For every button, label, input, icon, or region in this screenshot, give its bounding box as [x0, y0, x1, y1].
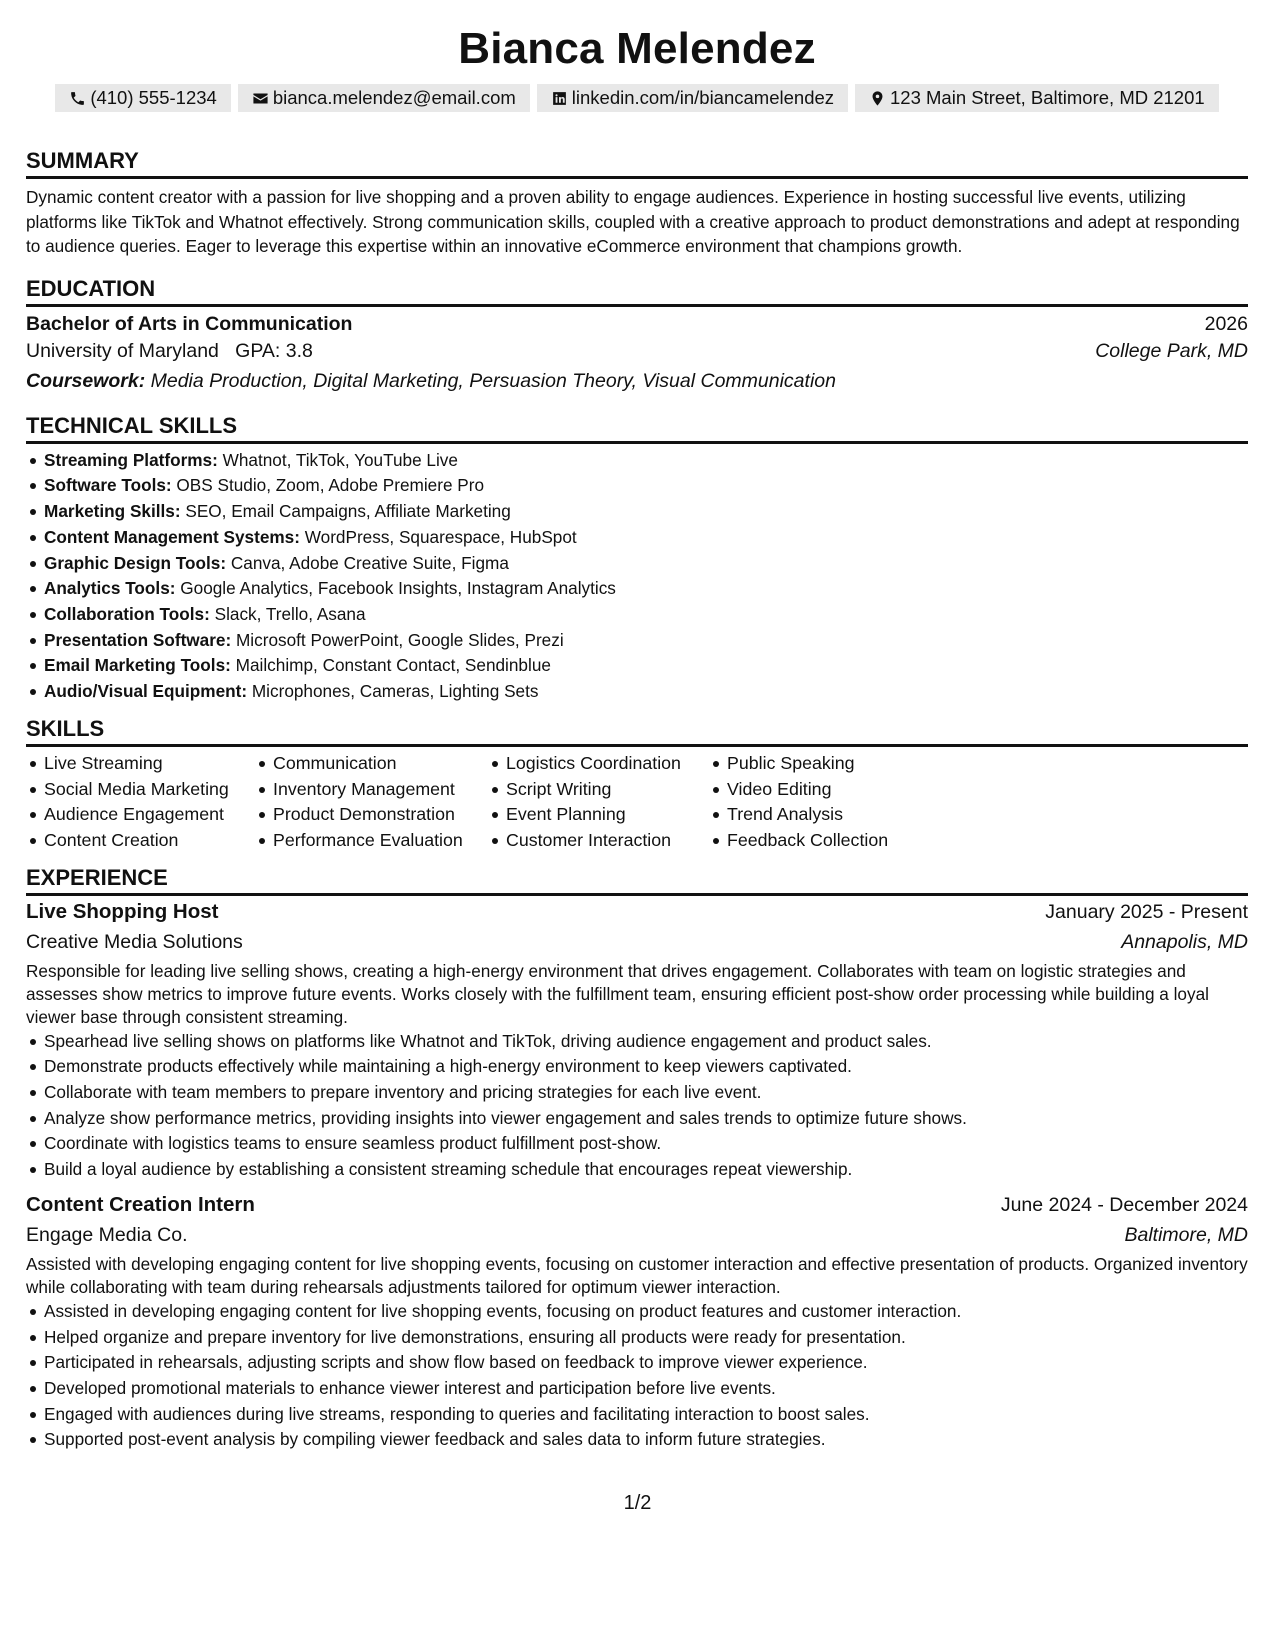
skill-item: Social Media Marketing [26, 777, 255, 803]
skill-item: Inventory Management [255, 777, 488, 803]
skill-item: Customer Interaction [488, 828, 709, 854]
contact-phone-text: (410) 555-1234 [90, 87, 217, 108]
technical-skill-item [26, 525, 1248, 551]
contact-email[interactable] [238, 84, 530, 112]
coursework-line [26, 366, 1248, 396]
job-bullet: Engaged with audiences during live streams, responding to queries and facilitating interaction to boost sales. [26, 1402, 1248, 1428]
skill-item: Product Demonstration [255, 802, 488, 828]
technical-skill-item [26, 653, 1248, 679]
technical-skill-value: SEO, Email Campaigns, Affiliate Marketing [185, 501, 511, 522]
coursework-list: Media Production, Digital Marketing, Persuasion Theory, Visual Communication [150, 369, 836, 392]
graduation-year: 2026 [1204, 312, 1248, 335]
contact-phone[interactable] [55, 84, 231, 112]
job-bullet: Participated in rehearsals, adjusting scripts and show flow based on feedback to improve viewer experience. [26, 1350, 1248, 1376]
skills-column [255, 751, 488, 854]
job-header-row [26, 1189, 1248, 1221]
technical-skill-label: Content Management Systems: [44, 526, 300, 547]
resume-page [26, 18, 1248, 1453]
education-heading: EDUCATION [26, 275, 1248, 307]
technical-skill-item [26, 448, 1248, 474]
technical-skill-label: Marketing Skills: [44, 501, 181, 522]
map-pin-icon [869, 90, 886, 107]
skills-column [709, 751, 909, 854]
technical-skill-label: Software Tools: [44, 475, 172, 496]
coursework-label: Coursework: [26, 369, 146, 392]
gpa: GPA: 3.8 [235, 339, 313, 362]
job-entry [26, 896, 1248, 1183]
skills-heading: SKILLS [26, 715, 1248, 747]
company-name: Creative Media Solutions [26, 930, 243, 953]
technical-skill-value: Mailchimp, Constant Contact, Sendinblue [235, 655, 551, 676]
skill-item: Trend Analysis [709, 802, 909, 828]
job-bullet: Coordinate with logistics teams to ensure seamless product fulfillment post-show. [26, 1131, 1248, 1157]
skills-grid [26, 751, 1248, 854]
job-bullet: Helped organize and prepare inventory for live demonstrations, ensuring all products were ready for presentation. [26, 1325, 1248, 1351]
job-company-row [26, 1221, 1248, 1249]
school-name: University of Maryland [26, 339, 219, 362]
school-location: College Park, MD [1095, 339, 1248, 362]
job-description: Responsible for leading live selling shows, creating a high-energy environment that drives engagement. Collaborates with team on logistic strategies and assesses show metrics to improve future events. Works closely with the fulfillment team, ensuring efficient post-show order processing while building a loyal viewer base through consistent streaming. [26, 960, 1209, 1027]
skill-item: Public Speaking [709, 751, 909, 777]
job-bullet: Spearhead live selling shows on platforms like Whatnot and TikTok, driving audience engagement and product sales. [26, 1029, 1248, 1055]
technical-skill-item [26, 628, 1248, 654]
job-entry [26, 1189, 1248, 1453]
technical-skill-item [26, 551, 1248, 577]
skill-item: Live Streaming [26, 751, 255, 777]
job-bullet: Demonstrate products effectively while maintaining a high-energy environment to keep viewers captivated. [26, 1054, 1248, 1080]
job-description: Assisted with developing engaging content for live shopping events, focusing on customer interaction and effective presentation of products. Organized inventory while collaborating with team during rehearsals adjustments tailored for optimum viewer interaction. [26, 1253, 1248, 1297]
skill-item: Content Creation [26, 828, 255, 854]
technical-skill-value: Google Analytics, Facebook Insights, Instagram Analytics [180, 578, 616, 599]
job-title: Content Creation Intern [26, 1192, 255, 1216]
job-header-row [26, 896, 1248, 928]
skill-item: Logistics Coordination [488, 751, 709, 777]
technical-skill-label: Email Marketing Tools: [44, 655, 231, 676]
job-bullet: Analyze show performance metrics, providing insights into viewer engagement and sales trends to optimize future shows. [26, 1106, 1248, 1132]
technical-skill-item [26, 473, 1248, 499]
envelope-icon [252, 90, 269, 107]
page-number: 1/2 [623, 1492, 652, 1514]
contact-linkedin[interactable] [537, 84, 848, 112]
technical-skill-label: Graphic Design Tools: [44, 552, 227, 573]
skills-column [488, 751, 709, 854]
company-name: Engage Media Co. [26, 1223, 188, 1246]
job-bullet: Build a loyal audience by establishing a consistent streaming schedule that encourages repeat viewership. [26, 1157, 1248, 1183]
job-location: Annapolis, MD [1121, 930, 1248, 953]
experience-heading: EXPERIENCE [26, 864, 1248, 896]
skill-item: Communication [255, 751, 488, 777]
skill-item: Audience Engagement [26, 802, 255, 828]
technical-skill-value: WordPress, Squarespace, HubSpot [304, 526, 577, 547]
technical-skills-heading: TECHNICAL SKILLS [26, 412, 1248, 444]
technical-skill-value: Canva, Adobe Creative Suite, Figma [230, 552, 509, 573]
technical-skill-value: Microphones, Cameras, Lighting Sets [251, 681, 539, 702]
skill-item: Event Planning [488, 802, 709, 828]
technical-skill-label: Analytics Tools: [44, 578, 176, 599]
technical-skill-value: Whatnot, TikTok, YouTube Live [222, 449, 458, 470]
technical-skill-label: Collaboration Tools: [44, 604, 210, 624]
skill-item: Script Writing [488, 777, 709, 803]
job-company-row [26, 928, 1248, 956]
contact-bar [26, 84, 1248, 112]
technical-skill-item [26, 499, 1248, 525]
technical-skill-value: Microsoft PowerPoint, Google Slides, Prezi [235, 629, 564, 650]
technical-skill-item [26, 576, 1248, 602]
job-location: Baltimore, MD [1124, 1223, 1248, 1246]
job-bullet: Developed promotional materials to enhance viewer interest and participation before live events. [26, 1376, 1248, 1402]
education-degree-row [26, 313, 1248, 336]
technical-skill-label: Audio/Visual Equipment: [44, 681, 248, 702]
contact-email-text: bianca.melendez@email.com [272, 87, 516, 108]
skills-column [26, 751, 255, 854]
technical-skills-list [26, 448, 1248, 705]
linkedin-icon [551, 90, 568, 107]
job-title: Live Shopping Host [26, 899, 219, 923]
technical-skill-value: OBS Studio, Zoom, Adobe Premiere Pro [176, 475, 485, 496]
job-bullet: Collaborate with team members to prepare inventory and pricing strategies for each live event. [26, 1080, 1248, 1106]
job-bullet: Assisted in developing engaging content for live shopping events, focusing on product features and customer interaction. [26, 1299, 1248, 1325]
experience-list [26, 896, 1248, 1453]
technical-skill-value: Slack, Trello, Asana [214, 604, 366, 624]
job-bullets [26, 1299, 1248, 1453]
summary-heading: SUMMARY [26, 147, 1248, 179]
candidate-name: Bianca Melendez [458, 24, 816, 73]
summary-text: Dynamic content creator with a passion for live shopping and a proven ability to engage audiences. Experience in hosting successful live events, utilizing platforms like TikTok and Whatnot effectively. Strong communication skills, coupled with a creative approach to product demonstrations and adept at responding to audience queries. Eager to leverage this expertise within an innovative eCommerce environment that champions growth. [26, 187, 1240, 257]
school-info [26, 336, 313, 366]
contact-address [855, 84, 1219, 112]
job-dates: June 2024 - December 2024 [1000, 1193, 1248, 1216]
degree-title: Bachelor of Arts in Communication [26, 312, 353, 335]
contact-address-text: 123 Main Street, Baltimore, MD 21201 [890, 87, 1205, 108]
phone-icon [69, 90, 86, 107]
technical-skill-item [26, 679, 1248, 705]
education-school-row [26, 336, 1248, 366]
skill-item: Performance Evaluation [255, 828, 488, 854]
skill-item: Feedback Collection [709, 828, 909, 854]
contact-linkedin-text: linkedin.com/in/biancamelendez [571, 87, 835, 108]
technical-skill-item [26, 602, 1248, 628]
technical-skill-label: Presentation Software: [44, 629, 232, 650]
job-bullets [26, 1029, 1248, 1183]
technical-skill-label: Streaming Platforms: [44, 449, 218, 470]
skill-item: Video Editing [709, 777, 909, 803]
job-bullet: Supported post-event analysis by compiling viewer feedback and sales data to inform future strategies. [26, 1427, 1248, 1453]
job-dates: January 2025 - Present [1045, 900, 1248, 923]
